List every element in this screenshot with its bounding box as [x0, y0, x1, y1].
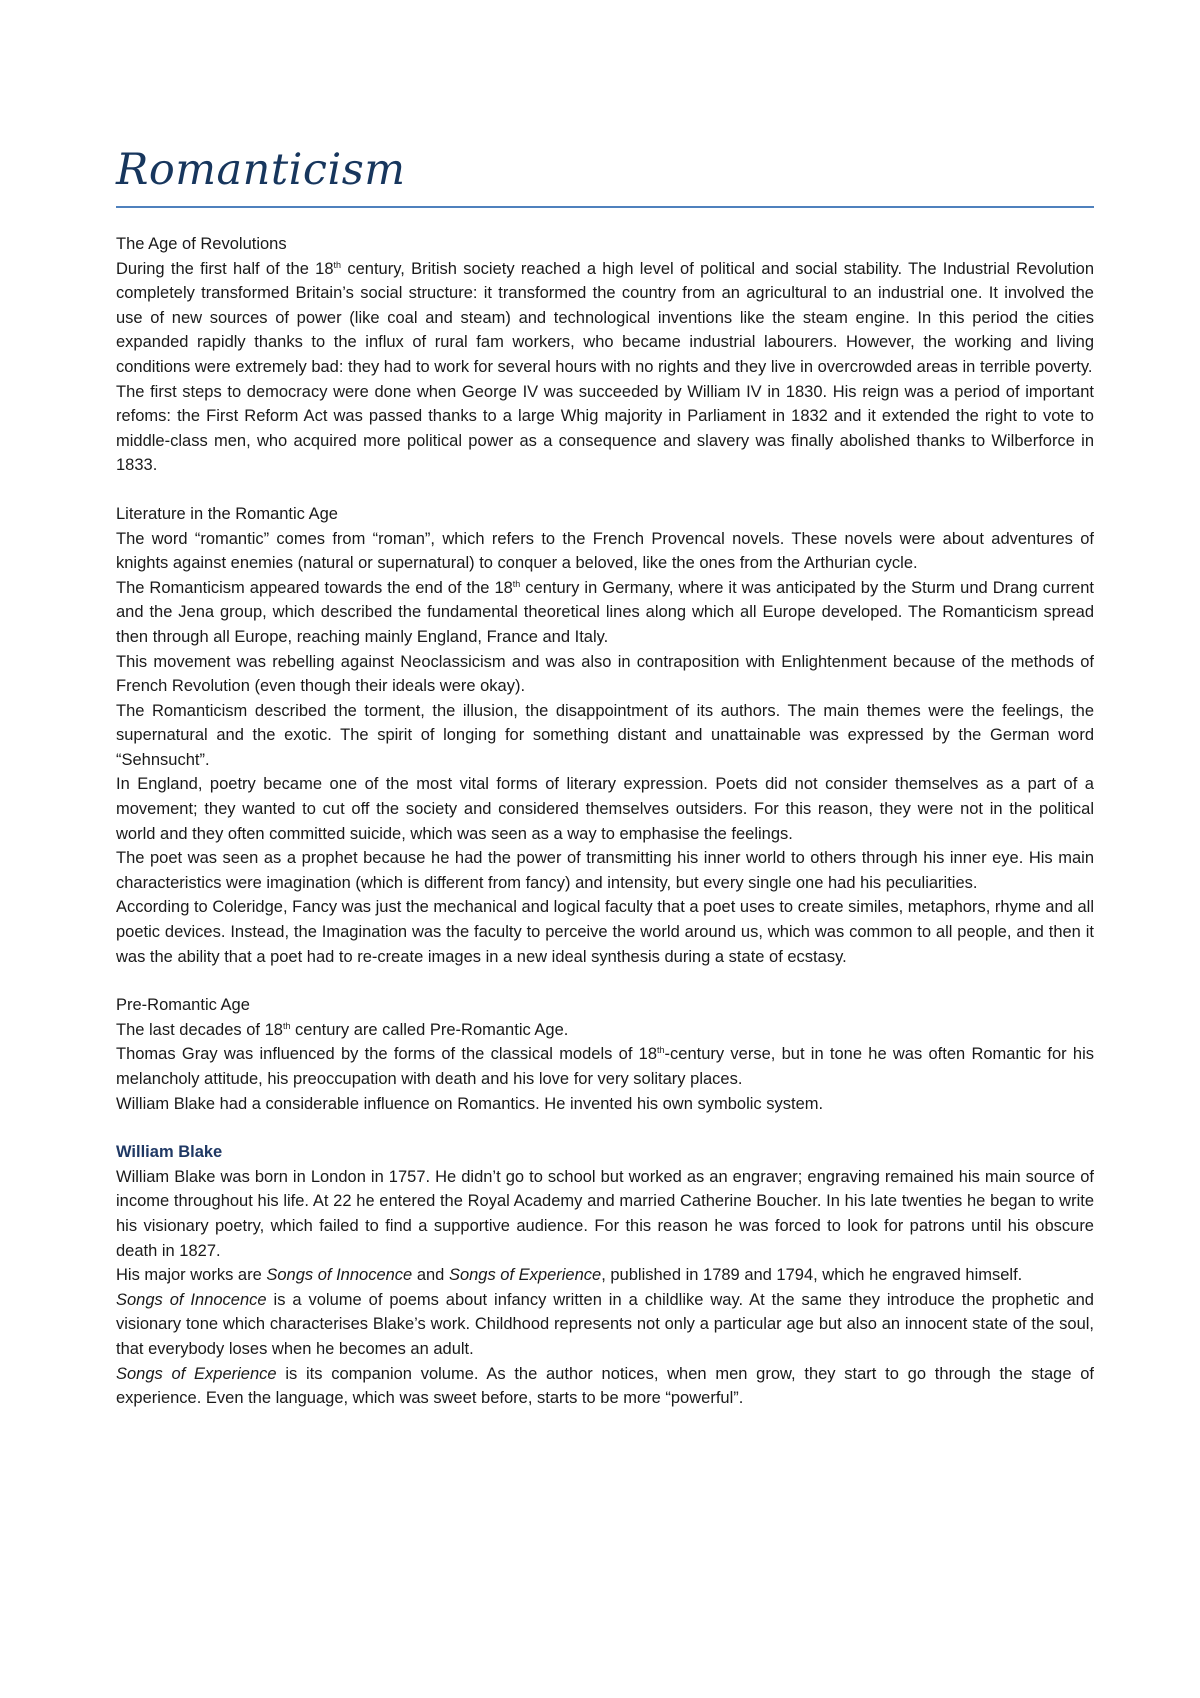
section-heading: Literature in the Romantic Age — [116, 504, 338, 523]
section-literature-in-the-romantic-age — [116, 502, 1094, 969]
paragraph: This movement was rebelling against Neoclassicism and was also in contraposition with Enlightenment because of the methods of French Revolution (even though their ideals were okay). — [116, 652, 1094, 696]
section-william-blake — [116, 1140, 1094, 1411]
superscript-th: th — [657, 1045, 665, 1056]
superscript-th: th — [512, 578, 521, 589]
italic-title: Songs of Experience — [448, 1266, 602, 1285]
paragraph: The word “romantic” comes from “roman”, which refers to the French Provencal novels. These novels were about adventures of knights against enemies (natural or supernatural) to conquer a beloved, like the ones from the Arthurian cycle. — [116, 529, 1094, 573]
italic-title: Songs of Innocence — [116, 1290, 267, 1309]
paragraph: His major works are Songs of Innocence and Songs of Experience, published in 1789 and 1794, which he engraved himself. — [116, 1266, 1023, 1285]
paragraph: William Blake had a considerable influence on Romantics. He invented his own symbolic system. — [116, 1094, 824, 1113]
section-heading: The Age of Revolutions — [116, 235, 287, 253]
paragraph: The Romanticism described the torment, the illusion, the disappointment of its authors. The main themes were the feelings, the supernatural and the exotic. The spirit of longing for something distant and unattainable was expressed by the German word “Sehnsucht”. — [116, 701, 1094, 769]
paragraph: The last decades of 18th century are called Pre-Romantic Age. — [116, 1020, 569, 1039]
paragraph: Songs of Experience is its companion volume. As the author notices, when men grow, they start to go through the stage of experience. Even the language, which was sweet before, starts to be more “powerful”. — [116, 1364, 1094, 1408]
section-heading: William Blake — [116, 1143, 223, 1162]
paragraph: William Blake was born in London in 1757. He didn’t go to school but worked as an engraver; engraving remained his main source of income throughout his life. At 22 he entered the Royal Academy and married Catherine Boucher. In his late twenties he began to write his visionary poetry, which failed to find a supportive audience. For this reason he was forced to look for patrons until his obscure death in 1827. — [116, 1167, 1094, 1260]
paragraph: The Romanticism appeared towards the end of the 18th century in Germany, where it was anticipated by the Sturm und Drang current and the Jena group, which described the fundamental theoretical lines along which all Europe developed. The Romanticism spread then through all Europe, reaching mainly England, France and Italy. — [116, 578, 1094, 646]
paragraph: In England, poetry became one of the most vital forms of literary expression. Poets did not consider themselves as a part of a movement; they wanted to cut off the society and considered themselves outsiders. For this reason, they were not in the political world and they often committed suicide, which was seen as a way to emphasise the feelings. — [116, 775, 1094, 843]
superscript-th: th — [282, 1020, 291, 1031]
section-the-age-of-revolutions — [116, 232, 1094, 478]
paragraph: Songs of Innocence is a volume of poems about infancy written in a childlike way. At the same they introduce the prophetic and visionary tone which characterises Blake’s work. Childhood represents not only a particular age but also an innocent state of the soul, that everybody loses when he becomes an adult. — [116, 1290, 1094, 1358]
superscript-th: th — [333, 259, 342, 270]
document-page — [116, 140, 1094, 1435]
paragraph: Thomas Gray was influenced by the forms of the classical models of 18th-century verse, but in tone he was often Romantic for his melancholy attitude, his preoccupation with death and his love for very solitary places. — [116, 1045, 1095, 1088]
italic-title: Songs of Experience — [116, 1364, 277, 1383]
document-body — [116, 232, 1094, 1411]
page-title: Romanticism — [116, 145, 406, 195]
paragraph: According to Coleridge, Fancy was just the mechanical and logical faculty that a poet uses to create similes, metaphors, rhyme and all poetic devices. Instead, the Imagination was the faculty to perceive the world around us, which was common to all people, and then it was the ability that a poet had to re-create images in a new ideal synthesis during a state of ecstasy. — [116, 898, 1094, 966]
paragraph: During the first half of the 18th century, British society reached a high level of political and social stability. The Industrial Revolution completely transformed Britain’s social structure: it transformed the country from an agricultural to an industrial one. It involved the use of new sources of power (like coal and steam) and technological inventions like the steam engine. In this period the cities expanded rapidly thanks to the influx of rural fam workers, who became industrial labourers. However, the working and living conditions were extremely bad: they had to work for several hours with no rights and they live in overcrowded areas in terrible poverty. — [116, 259, 1094, 376]
paragraph: The first steps to democracy were done when George IV was succeeded by William IV in 1830. His reign was a period of important refoms: the First Reform Act was passed thanks to a large Whig majority in Parliament in 1832 and it extended the right to vote to middle-class men, who acquired more political power as a consequence and slavery was finally abolished thanks to Wilberforce in 1833. — [116, 382, 1094, 475]
paragraph: The poet was seen as a prophet because he had the power of transmitting his inner world to others through his inner eye. His main characteristics were imagination (which is different from fancy) and intensity, but every single one had his peculiarities. — [116, 849, 1094, 892]
italic-title: Songs of Innocence — [266, 1266, 413, 1285]
section-heading: Pre-Romantic Age — [116, 996, 250, 1015]
section-pre-romantic-age — [116, 993, 1094, 1116]
title-underline — [116, 206, 1094, 208]
